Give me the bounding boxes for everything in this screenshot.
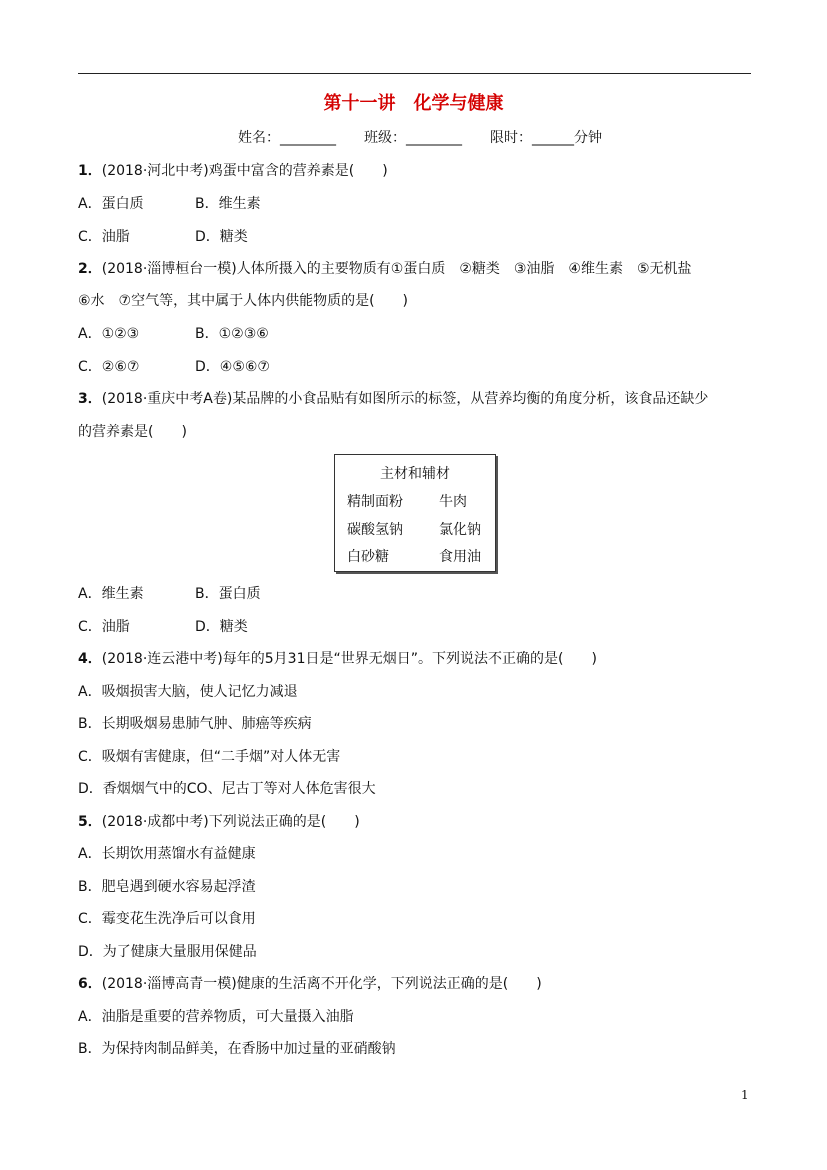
page-number: 1 bbox=[741, 1088, 749, 1102]
ingredient-label bbox=[334, 454, 496, 572]
option-a: A．油脂是重要的营养物质，可大量摄入油脂 bbox=[78, 1009, 354, 1025]
option-a: A．维生素 bbox=[78, 586, 144, 602]
label-item: 碳酸氢钠 bbox=[347, 522, 403, 538]
label-item: 白砂糖 bbox=[347, 549, 389, 565]
question-stem: 健康的生活离不开化学，下列说法正确的是( ) bbox=[236, 976, 542, 992]
name-field: 姓名：________ bbox=[238, 130, 336, 146]
question-stem: 每年的5月31日是“世界无烟日”。下列说法不正确的是( ) bbox=[222, 651, 597, 667]
option-b: B．①②③⑥ bbox=[195, 326, 269, 342]
option-c: C．吸烟有害健康，但“二手烟”对人体无害 bbox=[78, 749, 341, 765]
option-d: D．香烟烟气中的CO、尼古丁等对人体危害很大 bbox=[78, 781, 376, 797]
page-title: 第十一讲 化学与健康 bbox=[323, 93, 504, 114]
label-item: 食用油 bbox=[439, 549, 481, 565]
option-b: B．为保持肉制品鲜美，在香肠中加过量的亚硝酸钠 bbox=[78, 1041, 396, 1057]
option-a: A．蛋白质 bbox=[78, 196, 144, 212]
option-d: D．糖类 bbox=[195, 619, 248, 635]
question-stem: 鸡蛋中富含的营养素是( ) bbox=[208, 163, 388, 179]
question-3-continued: 的营养素是( ) bbox=[78, 424, 187, 440]
option-b: B．维生素 bbox=[195, 196, 261, 212]
question-source: (2018·淄博桓台一模) bbox=[101, 261, 237, 277]
question-stem: 某品牌的小食品贴有如图所示的标签，从营养均衡的角度分析，该食品还缺少 bbox=[232, 391, 709, 407]
question-4: 4．(2018·连云港中考)每年的5月31日是“世界无烟日”。下列说法不正确的是( ) bbox=[78, 651, 597, 667]
label-item: 牛肉 bbox=[439, 494, 467, 510]
header-rule bbox=[78, 73, 751, 74]
question-stem: 人体所摄入的主要物质有①蛋白质 ②糖类 ③油脂 ④维生素 ⑤无机盐 bbox=[236, 261, 692, 277]
option-a: A．长期饮用蒸馏水有益健康 bbox=[78, 846, 256, 862]
question-source: (2018·淄博高青一模) bbox=[101, 976, 237, 992]
option-b: B．肥皂遇到硬水容易起浮渣 bbox=[78, 879, 256, 895]
option-b: B．蛋白质 bbox=[195, 586, 261, 602]
question-2: 2．(2018·淄博桓台一模)人体所摄入的主要物质有①蛋白质 ②糖类 ③油脂 ④维生素 ⑤无机盐 bbox=[78, 261, 692, 277]
option-c: C．霉变花生洗净后可以食用 bbox=[78, 911, 256, 927]
time-field: 限时：______分钟 bbox=[490, 130, 602, 146]
option-a: A．吸烟损害大脑，使人记忆力减退 bbox=[78, 684, 298, 700]
question-6: 6．(2018·淄博高青一模)健康的生活离不开化学，下列说法正确的是( ) bbox=[78, 976, 542, 992]
label-header: 主材和辅材 bbox=[380, 466, 450, 482]
option-a: A．①②③ bbox=[78, 326, 140, 342]
question-2-continued: ⑥水 ⑦空气等，其中属于人体内供能物质的是( ) bbox=[78, 293, 409, 309]
question-source: (2018·连云港中考) bbox=[101, 651, 223, 667]
question-source: (2018·河北中考) bbox=[101, 163, 209, 179]
option-d: D．④⑤⑥⑦ bbox=[195, 359, 270, 375]
question-1: 1．(2018·河北中考)鸡蛋中富含的营养素是( ) bbox=[78, 163, 388, 179]
class-field: 班级：________ bbox=[364, 130, 462, 146]
label-item: 氯化钠 bbox=[439, 522, 481, 538]
option-d: D．为了健康大量服用保健品 bbox=[78, 944, 257, 960]
question-5: 5．(2018·成都中考)下列说法正确的是( ) bbox=[78, 814, 360, 830]
question-stem: 下列说法正确的是( ) bbox=[208, 814, 360, 830]
student-info bbox=[238, 127, 602, 147]
question-source: (2018·重庆中考A卷) bbox=[101, 391, 233, 407]
question-source: (2018·成都中考) bbox=[101, 814, 209, 830]
option-d: D．糖类 bbox=[195, 229, 248, 245]
label-item: 精制面粉 bbox=[347, 494, 403, 510]
option-c: C．②⑥⑦ bbox=[78, 359, 140, 375]
option-b: B．长期吸烟易患肺气肿、肺癌等疾病 bbox=[78, 716, 312, 732]
option-c: C．油脂 bbox=[78, 619, 130, 635]
option-c: C．油脂 bbox=[78, 229, 130, 245]
question-3: 3．(2018·重庆中考A卷)某品牌的小食品贴有如图所示的标签，从营养均衡的角度分析，该食品还缺少 bbox=[78, 391, 709, 407]
